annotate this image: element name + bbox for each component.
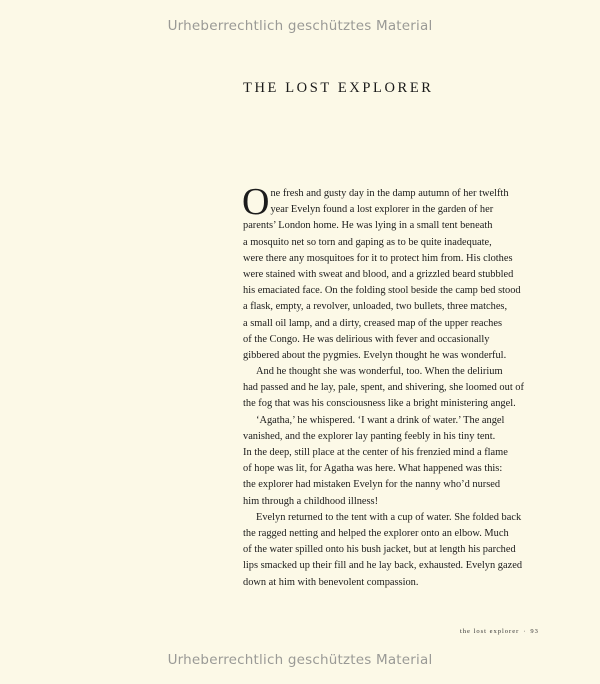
- chapter-body: [242, 181, 543, 591]
- text-line: a small oil lamp, and a dirty, creased map of the upper reaches: [243, 317, 502, 329]
- text-line: him through a childhood illness!: [243, 495, 379, 507]
- text-line: had passed and he lay, pale, spent, and shivering, she loomed out of: [243, 382, 524, 394]
- text-line: year Evelyn found a lost explorer in the garden of her: [270, 204, 494, 216]
- drop-cap: O: [242, 181, 270, 223]
- text-line: were there any mosquitoes for it to protect him from. His clothes: [243, 252, 513, 264]
- text-line: parents’ London home. He was lying in a small tent beneath: [243, 220, 493, 232]
- text-line: lips smacked up their fill and he lay back, exhausted. Evelyn gazed: [243, 560, 523, 572]
- text-line: In the deep, still place at the center of his frenzied mind a flame: [243, 447, 508, 458]
- text-line: the explorer had mistaken Evelyn for the nanny who’d nursed: [243, 479, 501, 491]
- text-line: down at him with benevolent compassion.: [243, 576, 419, 588]
- paragraph: [243, 364, 543, 413]
- page-footer: [460, 628, 539, 635]
- text-line: of the Congo. He was delirious with fever and occasionally: [243, 333, 490, 345]
- paragraph: [243, 413, 543, 510]
- copyright-watermark-top: Urheberrechtlich geschütztes Material: [167, 18, 433, 34]
- text-line: vanished, and the explorer lay panting feebly in his tiny tent.: [243, 430, 496, 442]
- text-line: ‘Agatha,’ he whispered. ‘I want a drink of water.’ The angel: [256, 414, 505, 426]
- text-line: the ragged netting and helped the explorer onto an elbow. Much: [243, 527, 509, 539]
- page-number: 93: [530, 628, 539, 635]
- paragraph: [243, 510, 543, 591]
- chapter-title: THE LOST EXPLORER: [243, 80, 434, 96]
- text-line: his emaciated face. On the folding stool beside the camp bed stood: [243, 285, 521, 297]
- text-line: gibbered about the pygmies. Evelyn thought he was wonderful.: [243, 349, 507, 361]
- text-line: a flask, empty, a revolver, unloaded, two bullets, three matches,: [243, 301, 508, 313]
- text-line: And he thought she was wonderful, too. When the delirium: [256, 366, 503, 378]
- paragraph: [242, 181, 543, 364]
- copyright-watermark-bottom: Urheberrechtlich geschütztes Material: [167, 652, 433, 668]
- text-line: of hope was lit, for Agatha was here. What happened was this:: [243, 463, 503, 475]
- text-line: Evelyn returned to the tent with a cup of water. She folded back: [256, 511, 522, 523]
- text-line: the fog that was his consciousness like a bright ministering angel.: [243, 398, 516, 410]
- running-head: the lost explorer: [460, 628, 520, 635]
- text-line: were stained with sweat and blood, and a grizzled beard stubbled: [243, 268, 514, 280]
- footer-separator: ·: [523, 628, 527, 635]
- text-line: ne fresh and gusty day in the damp autumn of her twelfth: [270, 188, 509, 199]
- text-line: of the water spilled onto his bush jacket, but at length his parched: [243, 544, 516, 556]
- text-line: a mosquito net so torn and gaping as to be quite inadequate,: [243, 236, 492, 248]
